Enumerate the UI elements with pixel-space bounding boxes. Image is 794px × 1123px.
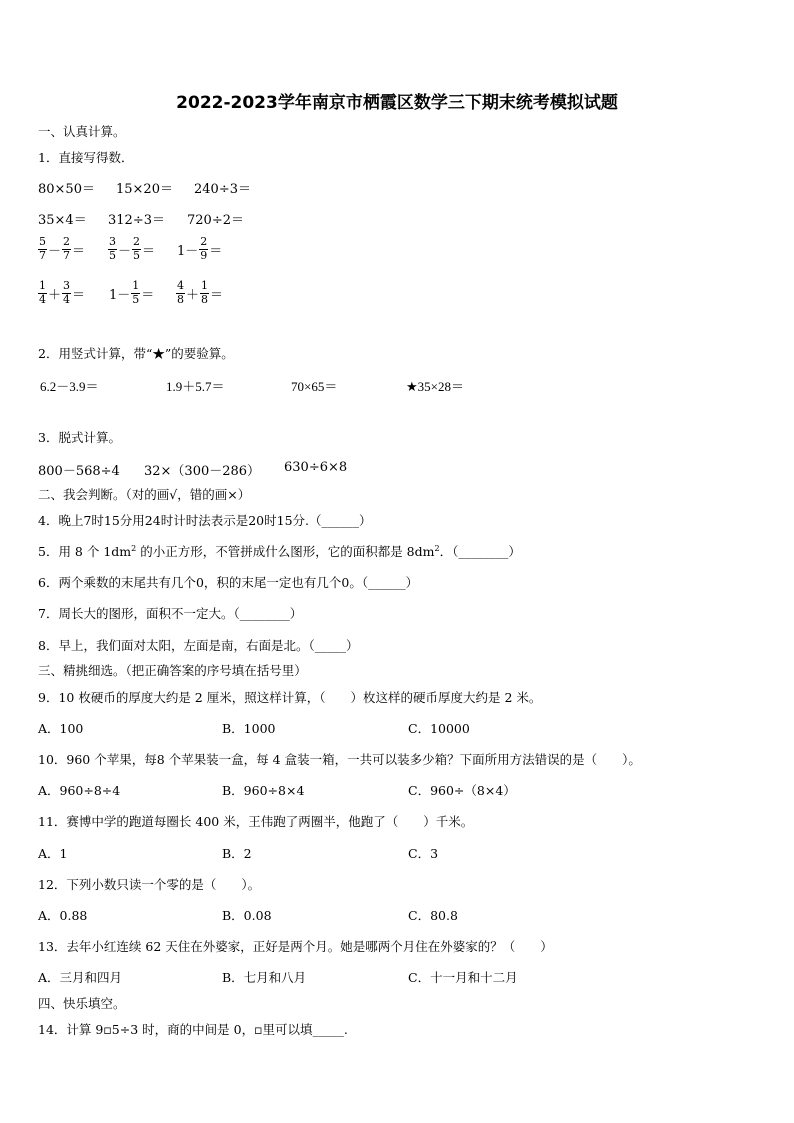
calc-item: 15×20＝ xyxy=(116,182,173,197)
question-14: 14．计算 9▫5÷3 时，商的中间是 0，▫里可以填_____. xyxy=(38,1022,348,1037)
question-7: 7．周长大的图形，面积不一定大。（________） xyxy=(38,606,303,621)
fraction-item: $\frac{1}{4}$ ＋ $\frac{3}{4}$ ＝ xyxy=(39,279,86,306)
answer-blank: ______ xyxy=(368,575,406,590)
option-c: C．3 xyxy=(408,846,439,861)
option-c: C．960÷（8×4） xyxy=(408,783,516,798)
option-c: C．80.8 xyxy=(408,908,458,923)
fraction-item: 1－ $\frac{1}{5}$ ＝ xyxy=(109,279,155,306)
question-13: 13．去年小红连续 62 天住在外婆家，正好是两个月。她是哪两个月住在外婆家的？（ ） xyxy=(38,939,553,954)
vertical-calc-item: 1.9＋5.7＝ xyxy=(166,379,225,394)
option-a: A．0.88 xyxy=(38,908,88,923)
section-2-heading: 二、我会判断。（对的画√，错的画×） xyxy=(38,487,251,502)
option-a: A．100 xyxy=(38,721,84,736)
fraction-item: $\frac{3}{5}$ － $\frac{2}{5}$ ＝ xyxy=(109,235,156,262)
step-calc-item: 32×（300－286） xyxy=(144,464,261,479)
section-4-heading: 四、快乐填空。 xyxy=(38,996,126,1011)
question-1-heading: 1．直接写得数． xyxy=(38,150,134,165)
vertical-calc-item: 70×65＝ xyxy=(291,379,338,394)
option-b: B．2 xyxy=(222,846,252,861)
option-c: C．十一月和十二月 xyxy=(408,970,518,985)
section-1-heading: 一、认真计算。 xyxy=(38,124,126,139)
calc-item: 80×50＝ xyxy=(38,182,95,197)
fraction-item: $\frac{5}{7}$ － $\frac{2}{7}$ ＝ xyxy=(39,235,86,262)
question-12: 12．下列小数只读一个零的是（ ）。 xyxy=(38,877,261,892)
step-calc-item: 800－568÷4 xyxy=(38,464,120,479)
option-a: A．1 xyxy=(38,846,68,861)
answer-blank: _____ xyxy=(314,638,346,653)
question-8: 8．早上，我们面对太阳，左面是南，右面是北。（_____） xyxy=(38,638,359,653)
calc-item: 312÷3＝ xyxy=(108,213,165,228)
question-6: 6．两个乘数的末尾共有几个0，积的末尾一定也有几个0。（______） xyxy=(38,575,419,590)
option-b: B．1000 xyxy=(222,721,276,736)
section-3-heading: 三、精挑细选。（把正确答案的序号填在括号里） xyxy=(38,663,307,678)
answer-blank: ________ xyxy=(239,606,290,621)
question-2-heading: 2．用竖式计算，带“★”的要验算。 xyxy=(38,346,234,361)
answer-blank: ________ xyxy=(458,544,509,559)
question-10: 10．960 个苹果，每8 个苹果装一盒，每 4 盒装一箱，一共可以装多少箱？下面所用方法错误的是（ ）。 xyxy=(38,752,641,767)
answer-blank: ______ xyxy=(321,513,360,528)
question-11: 11．赛博中学的跑道每圈长 400 米，王伟跑了两圈半，他跑了（ ）千米。 xyxy=(38,814,474,829)
option-c: C．10000 xyxy=(408,721,470,736)
question-9: 9．10 枚硬币的厚度大约是 2 厘米，照这样计算，（ ）枚这样的硬币厚度大约是 2 米。 xyxy=(38,690,542,705)
question-3-heading: 3．脱式计算。 xyxy=(38,430,121,445)
fraction-item: $\frac{4}{8}$ ＋ $\frac{1}{8}$ ＝ xyxy=(177,279,224,306)
calc-item: 35×4＝ xyxy=(38,213,87,228)
answer-blank: _____ xyxy=(312,1022,344,1037)
option-a: A．三月和四月 xyxy=(38,970,123,985)
question-4: 4．晚上7时15分用24时计时法表示是20时15分.（______） xyxy=(38,513,372,528)
option-a: A．960÷8÷4 xyxy=(38,783,121,798)
option-b: B．七月和八月 xyxy=(222,970,307,985)
fraction-item: 1－ $\frac{2}{9}$ ＝ xyxy=(177,235,223,262)
question-5: 5．用 8 个 $1dm^2$ 的小正方形，不管拼成什么图形，它的面积都是 $8dm^2$．（________） xyxy=(38,543,521,559)
calc-item: 240÷3＝ xyxy=(194,182,251,197)
vertical-calc-item: 6.2－3.9＝ xyxy=(40,379,99,394)
option-b: B．960÷8×4 xyxy=(222,783,305,798)
calc-item: 720÷2＝ xyxy=(187,213,244,228)
page-title: 2022-2023学年南京市栖霞区数学三下期末统考模拟试题 xyxy=(176,93,618,113)
option-b: B．0.08 xyxy=(222,908,272,923)
step-calc-item: 630÷6×8 xyxy=(284,460,348,475)
vertical-calc-item: ★35×28＝ xyxy=(406,379,464,394)
